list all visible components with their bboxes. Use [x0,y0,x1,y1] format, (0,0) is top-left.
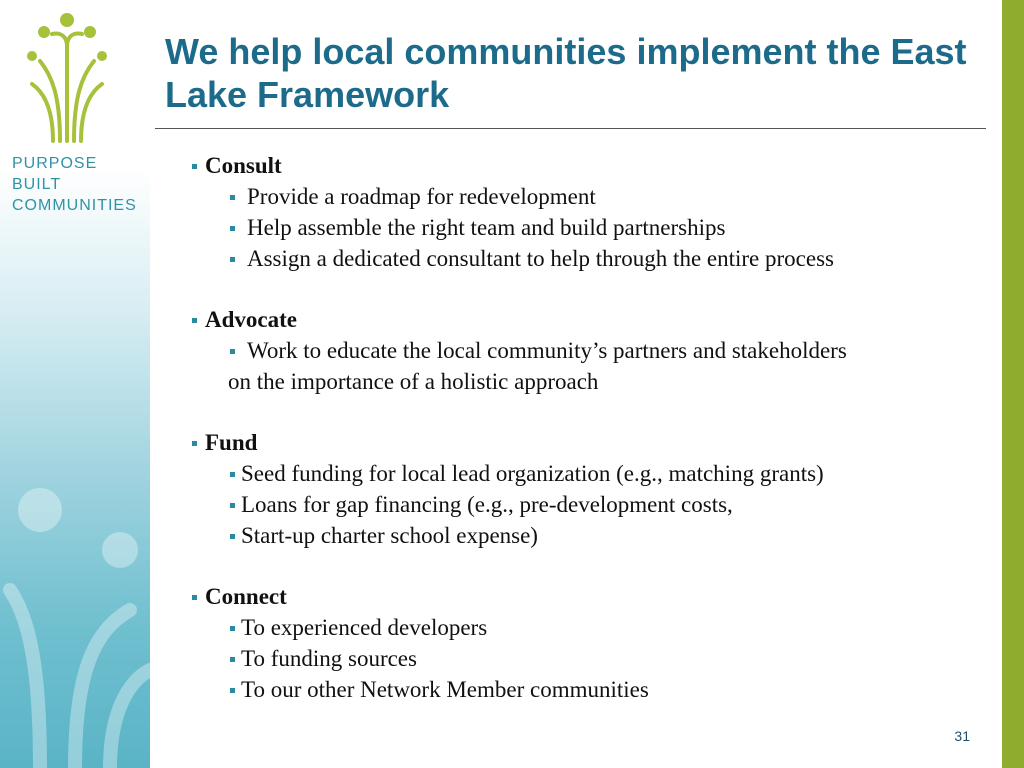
list-item: Start-up charter school expense) [190,520,995,551]
logo-line-1: PURPOSE [12,155,98,172]
decorative-sprout-graphic [0,440,150,768]
title-divider [155,128,986,129]
list-item: Assign a dedicated consultant to help through the entire process [190,243,995,274]
list-item: To funding sources [190,643,995,674]
accent-bar [1002,0,1024,768]
section-heading-advocate: Advocate [190,304,995,335]
slide-title: We help local communities implement the East Lake Framework [165,31,967,115]
list-item: Help assemble the right team and build partnerships [190,212,995,243]
page-number: 31 [954,728,970,744]
list-item-continuation: on the importance of a holistic approach [228,369,599,394]
list-item: Provide a roadmap for redevelopment [190,181,995,212]
list-item: Seed funding for local lead organization (e.g., matching grants) [190,458,995,489]
purpose-built-logo-icon [22,6,112,146]
list-item: To experienced developers [190,612,995,643]
slide-body [190,150,995,705]
section-heading-connect: Connect [190,581,995,612]
list-item: To our other Network Member communities [190,674,995,705]
logo-line-3: COMMUNITIES [12,197,137,214]
logo-wordmark [12,153,137,216]
section-heading-consult: Consult [190,150,995,181]
list-item: Work to educate the local community’s partners and stakeholders [190,335,995,366]
section-heading-fund: Fund [190,427,995,458]
logo-line-2: BUILT [12,176,62,193]
sidebar-branding [0,0,150,768]
list-item: Loans for gap financing (e.g., pre-development costs, [190,489,995,520]
